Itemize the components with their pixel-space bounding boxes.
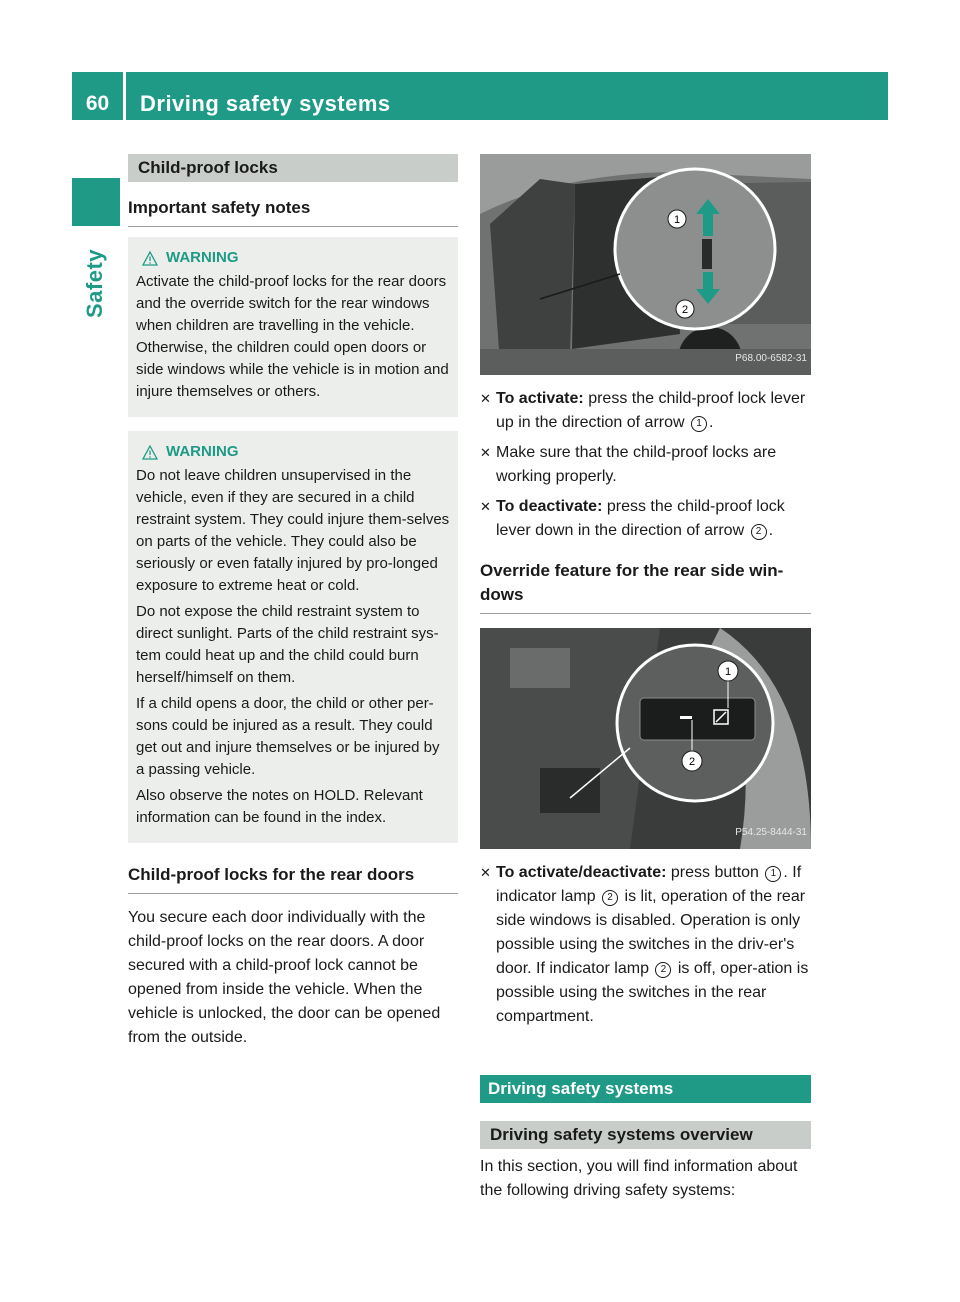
header-title: Driving safety systems xyxy=(140,91,391,116)
warning-text-1: Activate the child-proof locks for the rear doors and the override switch for the rear windows when children are travelling in the vehicle. Otherwise, the children could open doors or side windows while the vehicle is in motion and injure themselves or others. xyxy=(136,273,449,400)
callout-number: 2 xyxy=(602,890,618,906)
warning-box-1 xyxy=(128,237,458,417)
step-activate-end: . xyxy=(709,414,714,431)
callout-number: 1 xyxy=(691,416,707,432)
step-toggle-label: To activate/deactivate: xyxy=(496,864,667,881)
callout-number: 2 xyxy=(655,962,671,978)
figure2-callout-2: 2 xyxy=(688,756,696,768)
figure2-callout-1: 1 xyxy=(724,666,732,678)
step-toggle-text-a: press button xyxy=(670,864,759,881)
subtitle-rear-doors: Child-proof locks for the rear doors xyxy=(128,863,458,894)
warning-heading-1 xyxy=(142,247,450,269)
warning-2-paragraph-2: Do not expose the child restraint system to direct sunlight. Parts of the child restraint sys-tem could heat up and the child could burn herself/himself on them. xyxy=(136,603,439,686)
car-door-illustration xyxy=(480,154,811,375)
figure2-code: P54.25-8444-31 xyxy=(735,827,807,838)
warning-title-1: WARNING xyxy=(166,249,239,266)
step-deactivate-end: . xyxy=(768,522,774,539)
side-tab-block xyxy=(72,178,120,226)
warning-triangle-icon xyxy=(142,445,158,460)
step-deactivate-label: To deactivate: xyxy=(496,498,603,515)
figure-child-proof-lock xyxy=(480,154,811,375)
warning-triangle-icon xyxy=(142,251,158,266)
step-activate-deactivate xyxy=(480,861,811,1029)
step-check-text: Make sure that the child-proof locks are working properly. xyxy=(496,444,777,485)
warning-2-paragraph-4: Also observe the notes on HOLD. Relevant information can be found in the index. xyxy=(136,787,423,826)
figure1-code: P68.00-6582-31 xyxy=(735,353,807,364)
step-marker-icon: ✕ xyxy=(480,445,491,460)
warning-2-paragraph-3: If a child opens a door, the child or other per-sons could be injured as a result. They could get out and injure themselves or be injured by a passing vehicle. xyxy=(136,695,440,778)
step-marker-icon: ✕ xyxy=(480,499,491,514)
left-column xyxy=(128,154,458,1050)
callout-number: 1 xyxy=(765,866,781,882)
step-toggle-text-b: . If indicator lamp xyxy=(496,864,802,905)
section-driving-safety-systems: Driving safety systems xyxy=(480,1075,811,1103)
step-toggle-text-d: is off, oper-ation is possible using the switches in the rear compartment. xyxy=(496,960,809,1025)
header-divider xyxy=(123,72,126,120)
door-switch-illustration xyxy=(480,628,811,849)
step-activate-label: To activate: xyxy=(496,390,584,407)
section-title-child-proof-locks: Child-proof locks xyxy=(128,154,458,182)
rear-doors-text: You secure each door individually with the child-proof locks on the rear doors. A door secured with a child-proof lock cannot be opened from inside the vehicle. When the vehicle is unlocked, the door can be opened from the outside. xyxy=(128,909,441,1046)
step-activate-text: press the child-proof lock lever up in the direction of arrow xyxy=(496,390,806,431)
step-marker-icon: ✕ xyxy=(480,865,491,880)
overview-text: In this section, you will find information about the following driving safety systems: xyxy=(480,1158,798,1199)
step-check xyxy=(480,441,811,489)
step-deactivate xyxy=(480,495,811,543)
figure1-callout-2: 2 xyxy=(681,304,689,316)
step-toggle-text-c: is lit, operation of the rear side windows is disabled. Operation is only possible using the switches in the driv-er's door. If indicator lamp xyxy=(496,888,806,977)
subtitle-override-feature: Override feature for the rear side win-dows xyxy=(480,559,811,614)
step-marker-icon: ✕ xyxy=(480,391,491,406)
right-column xyxy=(480,154,811,1203)
step-deactivate-text: press the child-proof lock lever down in the direction of arrow xyxy=(496,498,785,539)
subsection-overview: Driving safety systems overview xyxy=(480,1121,811,1149)
step-activate xyxy=(480,387,811,435)
page-number: 60 xyxy=(85,92,110,115)
figure1-callout-1: 1 xyxy=(673,214,681,226)
warning-2-paragraph-1: Do not leave children unsupervised in the vehicle, even if they are secured in a child restraint system. They could injure them-selves on parts of the vehicle. They could also be seriously or even fatally injured by pro-longed exposure to extreme heat or cold. xyxy=(136,467,450,594)
side-tab-label: Safety xyxy=(82,248,107,318)
subtitle-important-safety-notes: Important safety notes xyxy=(128,196,458,227)
warning-box-2 xyxy=(128,431,458,843)
warning-title-2: WARNING xyxy=(166,443,239,460)
figure-override-switch xyxy=(480,628,811,849)
callout-number: 2 xyxy=(751,524,767,540)
warning-heading-2 xyxy=(142,441,450,463)
